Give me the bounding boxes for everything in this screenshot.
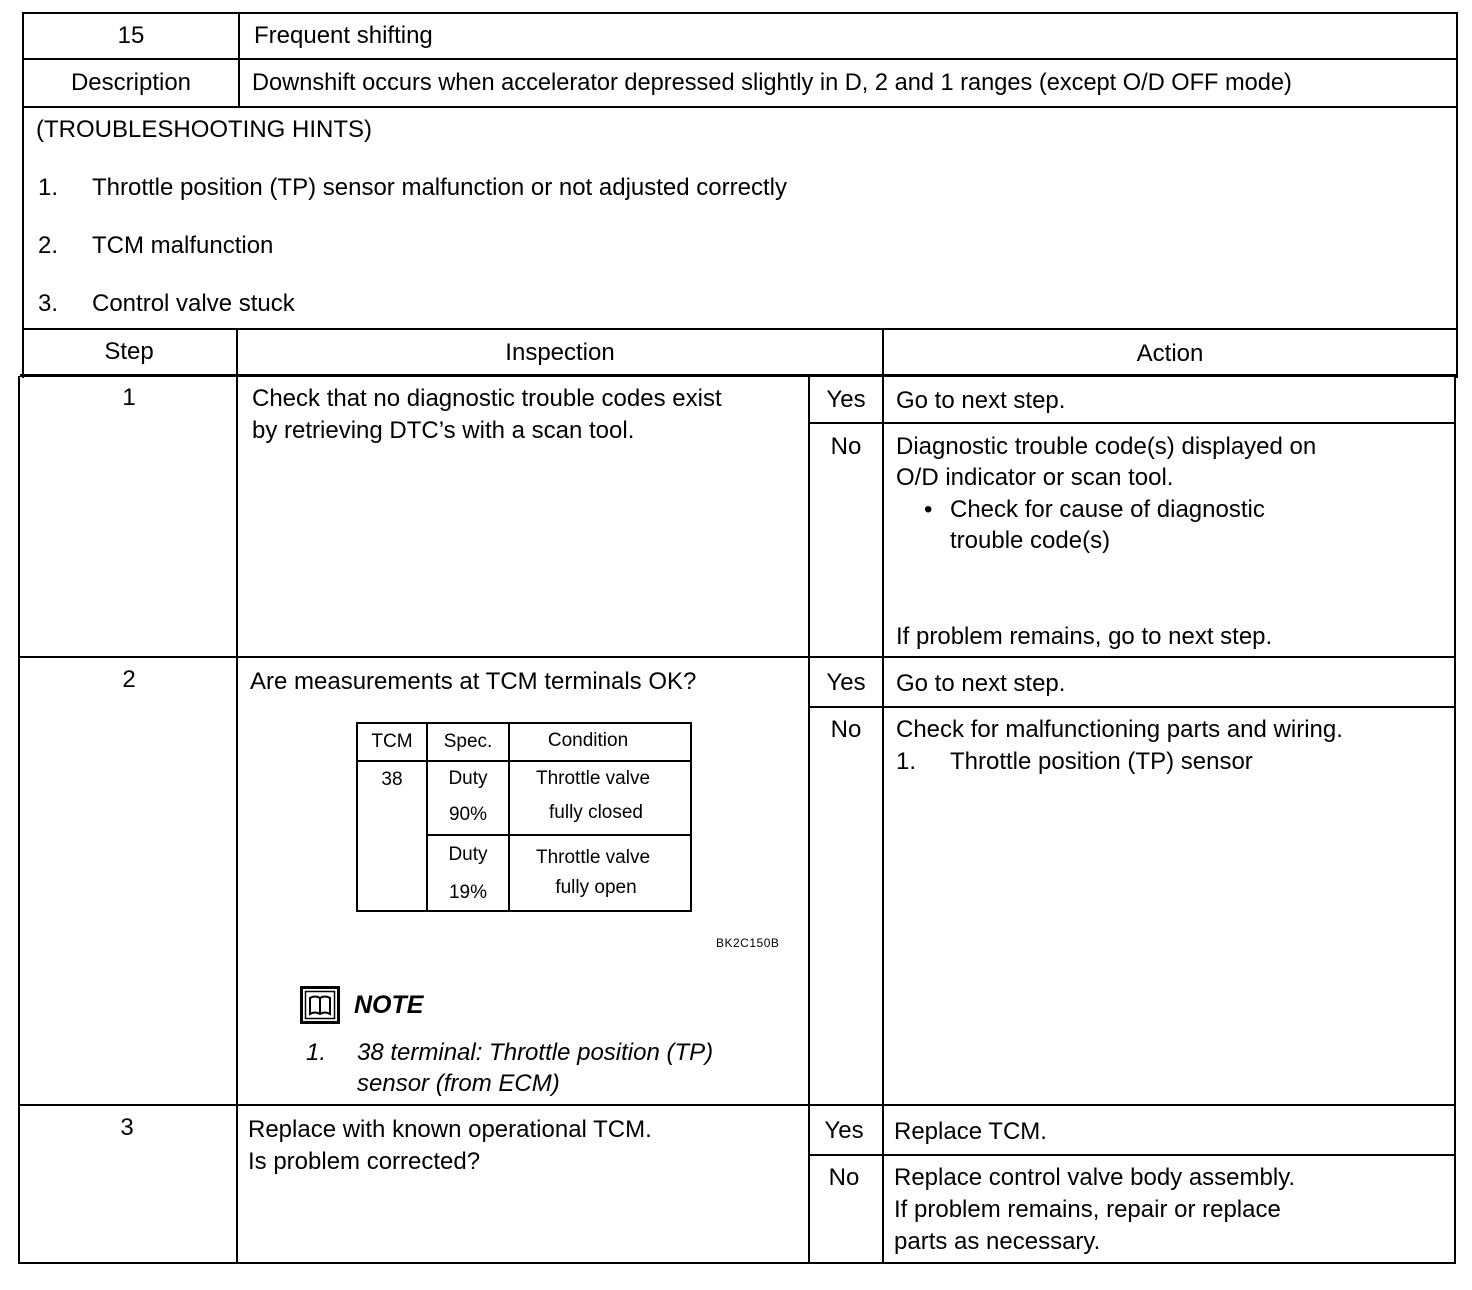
border-right <box>1456 12 1458 378</box>
spec-header-spec: Spec. <box>443 731 493 752</box>
description-text: Downshift occurs when accelerator depressed slightly in D, 2 and 1 ranges (except O/D OFF mode) <box>252 70 1292 96</box>
note-number: 1. <box>306 1039 327 1066</box>
hint-text-1: Throttle position (TP) sensor malfunction or not adjusted correctly <box>92 174 787 201</box>
step1-no-label: No <box>830 433 862 460</box>
step1-no-bullet-line-1: Check for cause of diagnostic <box>950 496 1265 523</box>
vrule-header <box>238 12 240 108</box>
spec-header-tcm: TCM <box>371 731 413 752</box>
step1-inspection-line-2: by retrieving DTC’s with a scan tool. <box>252 417 635 444</box>
step3-no-label: No <box>828 1164 860 1191</box>
rule-step2 <box>20 1104 1456 1106</box>
description-label: Description <box>70 69 192 96</box>
spec-row1-spec-line-1: Duty <box>448 768 488 789</box>
vrule-step <box>236 328 238 1264</box>
hint-num-3: 3. <box>38 290 59 317</box>
spec-header-condition: Condition <box>547 730 629 751</box>
step1-no-action-line-1: Diagnostic trouble code(s) displayed on <box>896 433 1317 460</box>
step1-no-footer: If problem remains, go to next step. <box>896 623 1273 650</box>
note-line-1: 38 terminal: Throttle position (TP) <box>357 1039 714 1066</box>
procedure-title: Frequent shifting <box>254 22 433 49</box>
bullet-icon: • <box>924 496 933 523</box>
hint-text-2: TCM malfunction <box>92 232 274 259</box>
step3-yes-action: Replace TCM. <box>894 1118 1047 1145</box>
col-header-action: Action <box>1136 340 1204 367</box>
hints-heading: (TROUBLESHOOTING HINTS) <box>36 116 373 143</box>
rule-yes-no-2 <box>808 706 1456 708</box>
hint-num-1: 1. <box>38 174 59 201</box>
step1-yes-label: Yes <box>826 386 866 413</box>
step-number-3: 3 <box>120 1114 134 1141</box>
spec-row1-condition-line-2: fully closed <box>549 802 643 823</box>
step2-inspection: Are measurements at TCM terminals OK? <box>250 668 697 695</box>
vrule-yesno <box>882 328 884 1264</box>
rule-yes-no-1 <box>808 422 1456 424</box>
hint-num-2: 2. <box>38 232 59 259</box>
step3-no-action-line-3: parts as necessary. <box>894 1228 1101 1255</box>
border-bottom <box>18 1262 1456 1264</box>
step2-no-action: Check for malfunctioning parts and wiring. <box>896 716 1343 743</box>
hint-text-3: Control valve stuck <box>92 290 295 317</box>
spec-row1-condition-line-1: Throttle valve <box>535 768 651 789</box>
procedure-number: 15 <box>117 22 145 49</box>
spec-row2-spec-line-2: 19% <box>448 882 488 903</box>
step1-yes-action: Go to next step. <box>896 387 1066 414</box>
col-header-inspection: Inspection <box>505 339 615 366</box>
step3-no-action-line-2: If problem remains, repair or replace <box>894 1196 1281 1223</box>
step3-inspection-line-1: Replace with known operational TCM. <box>248 1116 652 1143</box>
rule-step1 <box>20 656 1456 658</box>
border-right-lower <box>1454 376 1456 1264</box>
step1-no-bullet-line-2: trouble code(s) <box>950 527 1111 554</box>
step-number-2: 2 <box>122 666 136 693</box>
step-number-1: 1 <box>122 384 136 411</box>
step1-inspection-line-1: Check that no diagnostic trouble codes exist <box>252 385 722 412</box>
figure-id: BK2C150B <box>716 936 780 950</box>
step2-no-item-text: Throttle position (TP) sensor <box>950 748 1253 775</box>
rule-yes-no-3 <box>808 1154 1456 1156</box>
step2-yes-action: Go to next step. <box>896 670 1066 697</box>
note-line-2: sensor (from ECM) <box>357 1070 560 1097</box>
spec-terminal: 38 <box>381 769 403 790</box>
step2-yes-label: Yes <box>826 669 866 696</box>
step3-no-action-line-1: Replace control valve body assembly. <box>894 1164 1296 1191</box>
spec-row1-spec-line-2: 90% <box>448 804 488 825</box>
spec-row2-condition-line-1: Throttle valve <box>535 847 651 868</box>
spec-row2-condition-line-2: fully open <box>555 877 637 898</box>
book-icon <box>300 986 340 1024</box>
spec-row2-spec-line-1: Duty <box>448 844 488 865</box>
step3-yes-label: Yes <box>824 1117 864 1144</box>
step2-no-label: No <box>830 716 862 743</box>
note-label: NOTE <box>354 991 424 1019</box>
step2-no-item-number: 1. <box>896 748 917 775</box>
col-header-step: Step <box>104 338 154 365</box>
spec-table <box>356 722 692 912</box>
step1-no-action-line-2: O/D indicator or scan tool. <box>896 464 1174 491</box>
step3-inspection-line-2: Is problem corrected? <box>248 1148 481 1175</box>
